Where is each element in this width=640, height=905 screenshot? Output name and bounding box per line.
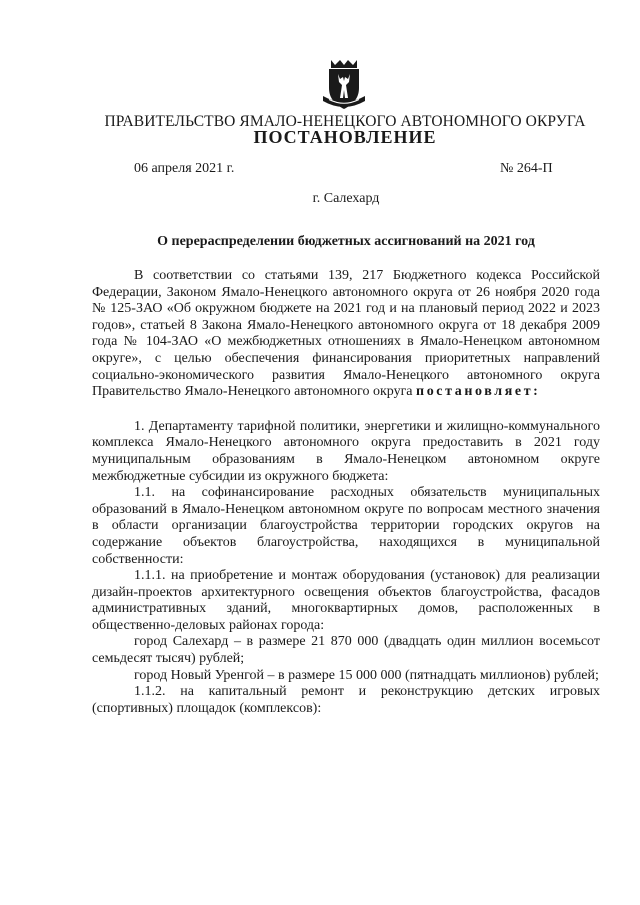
decree-word: постановляет: [416,384,541,400]
preamble-text: В соответствии со статьями 139, 217 Бюджетного кодекса Российской Федерации, Законом Ямало-Ненецкого автономного округа от 26 ноября 2020 года № 125-ЗАО «Об окружном бюджете на 2021 год и на плановый период 2022 и 2023 годов», статьей 8 Закона Ямало-Ненецкого автономного округа от 18 декабря 2009 года № 104-ЗАО «О межбюджетных отношениях в Ямало-Ненецком автономном округе», с целью обеспечения финансирования приоритетных направлений социально-экономического развития Ямало-Ненецкого автономного округа Правительство Ямало-Ненецкого автономного округа [92,268,600,400]
paragraph-salekhard: город Салехард – в размере 21 870 000 (двадцать один миллион восемьсот семьдесят тысяч) рублей; [92,634,600,667]
paragraph-novy-urengoy: город Новый Уренгой – в размере 15 000 000 (пятнадцать миллионов) рублей; [134,667,599,683]
paragraph-1: 1. Департаменту тарифной политики, энергетики и жилищно-коммунального комплекса Ямало-Ненецкого автономного округа предоставить в 2021 году муниципальным образованиям в Ямало-Ненецком автономном округе межбюджетные субсидии из окружного бюджета: [92,418,600,484]
paragraph-1-1: 1.1. на софинансирование расходных обязательств муниципальных образований в Ямало-Ненецком автономном округе по вопросам местного значения в области организации благоустройства территории городских округов на содержание объектов благоустройства, находящихся в муниципальной собственности: [92,485,600,567]
document-city: г. Салехард [312,191,380,206]
paragraph-1-1-2: 1.1.2. на капитальный ремонт и реконструкцию детских игровых (спортивных) площадок (комплексов): [92,684,600,716]
document-body [92,268,600,717]
document-number: № 264-П [500,161,553,176]
coat-of-arms-icon [319,58,369,112]
paragraph-1-1-1: 1.1.1. на приобретение и монтаж оборудования (установок) для реализации дизайн-проектов архитектурного освещения объектов благоустройства, фасадов административных зданий, многоквартирных домов, расположенных в общественно-деловых районах города: [92,568,600,633]
document-type: ПОСТАНОВЛЕНИЕ [253,127,437,147]
document-subject: О перераспределении бюджетных ассигнований на 2021 год [157,234,535,249]
document-date: 06 апреля 2021 г. [134,161,235,176]
government-name: ПРАВИТЕЛЬСТВО ЯМАЛО-НЕНЕЦКОГО АВТОНОМНОГО ОКРУГА [104,113,586,130]
preamble-paragraph [92,268,600,401]
